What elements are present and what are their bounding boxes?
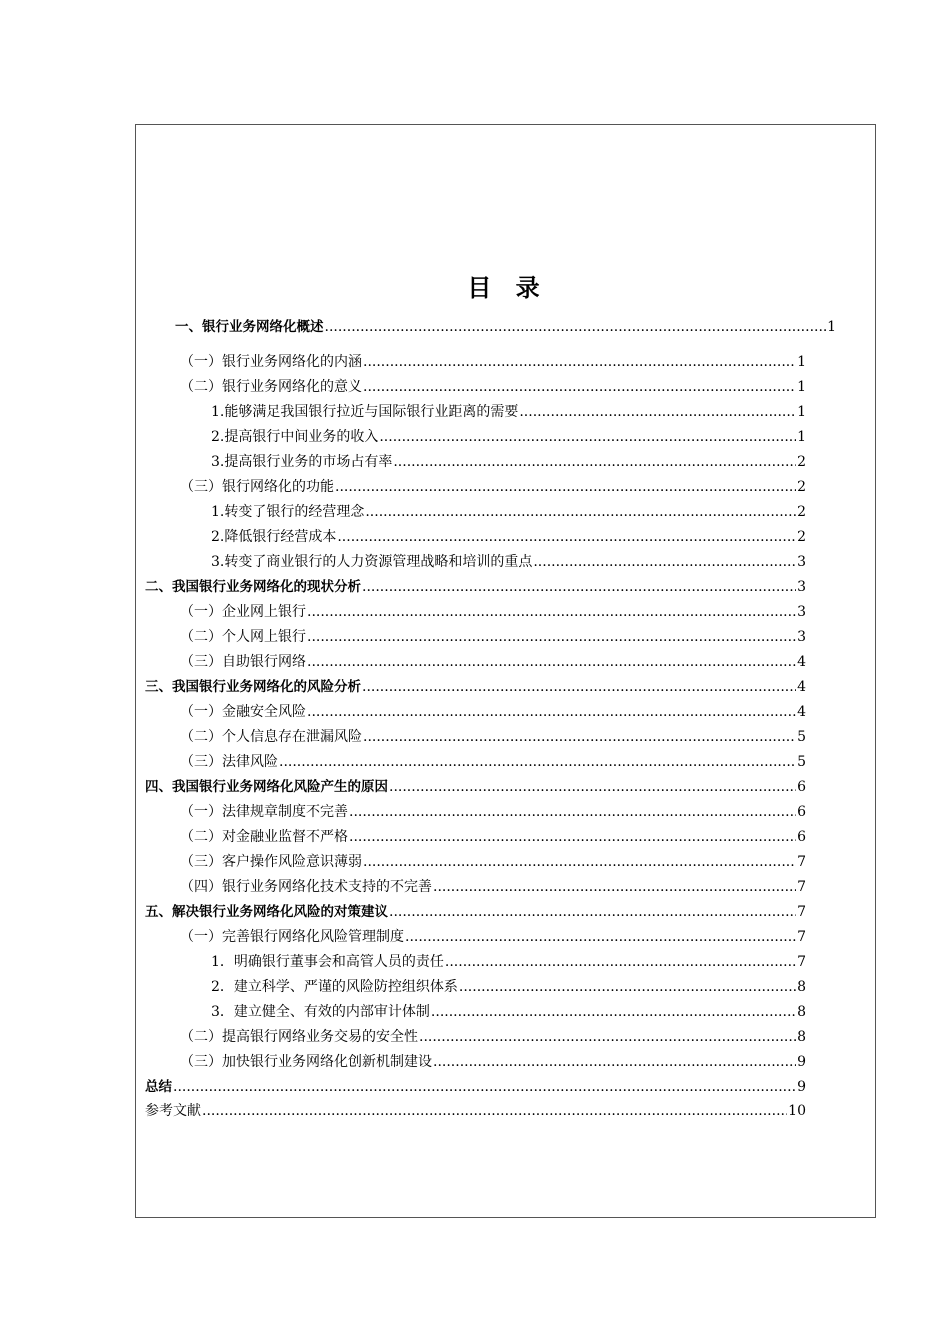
- toc-page-number: 7: [797, 954, 806, 970]
- toc-entry-text: 2．建立科学、严谨的风险防控组织体系: [211, 979, 458, 995]
- toc-page-number: 2: [797, 504, 806, 520]
- toc-entry: [180, 827, 806, 847]
- toc-entry: [145, 577, 806, 597]
- toc-entry-text: （二）个人信息存在泄漏风险: [180, 729, 362, 745]
- toc-leader-dots: [433, 877, 796, 897]
- toc-entry: [180, 602, 806, 622]
- toc-entry: [180, 927, 806, 947]
- toc-entry: [211, 452, 806, 472]
- toc-entry: [211, 1002, 806, 1022]
- toc-page-number: 7: [797, 854, 806, 870]
- toc-leader-dots: [307, 627, 796, 647]
- toc-entry: [180, 1052, 806, 1072]
- toc-entry: [180, 802, 806, 822]
- toc-entry: [211, 527, 806, 547]
- toc-entry-text: （三）银行网络化的功能: [180, 479, 334, 495]
- toc-entry-text: 3.提高银行业务的市场占有率: [211, 454, 393, 470]
- toc-page-number: 10: [788, 1103, 806, 1119]
- toc-entry-text: （一）银行业务网络化的内涵: [180, 354, 362, 370]
- toc-entry-text: （三）法律风险: [180, 754, 278, 770]
- toc-entry: [180, 752, 806, 772]
- toc-entry-text: （二）个人网上银行: [180, 629, 306, 645]
- toc-entry-text: （三）加快银行业务网络化创新机制建设: [180, 1054, 432, 1070]
- toc-leader-dots: [389, 902, 796, 922]
- toc-page-number: 2: [797, 479, 806, 495]
- toc-page-number: 6: [797, 804, 806, 820]
- toc-entry-text: （一）法律规章制度不完善: [180, 804, 348, 820]
- toc-entry: [180, 852, 806, 872]
- toc-page-number: 3: [797, 554, 806, 570]
- toc-leader-dots: [362, 577, 796, 597]
- toc-entry-text: 1．明确银行董事会和高管人员的责任: [211, 954, 444, 970]
- toc-page-number: 3: [797, 629, 806, 645]
- toc-entry: [180, 477, 806, 497]
- toc-leader-dots: [202, 1101, 787, 1121]
- toc-entry: [145, 777, 806, 797]
- toc-leader-dots: [362, 677, 796, 697]
- toc-entry-text: 3.转变了商业银行的人力资源管理战略和培训的重点: [211, 554, 533, 570]
- toc-entry-text: 1.转变了银行的经营理念: [211, 504, 365, 520]
- toc-leader-dots: [405, 927, 796, 947]
- toc-entry: [211, 427, 806, 447]
- toc-leader-dots: [445, 952, 796, 972]
- toc-entry-text: （三）自助银行网络: [180, 654, 306, 670]
- toc-page-number: 3: [797, 579, 806, 595]
- toc-entry-text: （一）完善银行网络化风险管理制度: [180, 929, 404, 945]
- toc-entry-text: （一）金融安全风险: [180, 704, 306, 720]
- toc-page-number: 8: [797, 1004, 806, 1020]
- toc-entry: [145, 1077, 806, 1097]
- toc-page-number: 5: [797, 729, 806, 745]
- toc-page-number: 4: [797, 704, 806, 720]
- toc-entry-text: （一）企业网上银行: [180, 604, 306, 620]
- toc-entry: [180, 627, 806, 647]
- toc-entry-text: 三、我国银行业务网络化的风险分析: [145, 679, 361, 695]
- toc-entry-text: 2.降低银行经营成本: [211, 529, 337, 545]
- toc-leader-dots: [307, 702, 796, 722]
- toc-leader-dots: [379, 427, 796, 447]
- toc-entry-text: 二、我国银行业务网络化的现状分析: [145, 579, 361, 595]
- toc-leader-dots: [335, 477, 796, 497]
- toc-leader-dots: [533, 552, 796, 572]
- toc-entry: [211, 977, 806, 997]
- toc-leader-dots: [365, 502, 796, 522]
- toc-entry: [145, 677, 806, 697]
- toc-entry-text: 总结: [145, 1079, 172, 1095]
- toc-page-number: 1: [797, 429, 806, 445]
- toc-leader-dots: [431, 1002, 796, 1022]
- toc-entry: [180, 377, 806, 397]
- toc-entry: [180, 352, 806, 372]
- toc-entry-text: 2.提高银行中间业务的收入: [211, 429, 379, 445]
- toc-entry: [175, 317, 836, 337]
- toc-leader-dots: [433, 1052, 796, 1072]
- toc-leader-dots: [363, 727, 796, 747]
- toc-leader-dots: [325, 317, 827, 337]
- toc-entry-text: 五、解决银行业务网络化风险的对策建议: [145, 904, 388, 920]
- toc-leader-dots: [307, 652, 796, 672]
- toc-page-number: 2: [797, 454, 806, 470]
- toc-page-number: 3: [797, 604, 806, 620]
- toc-entry-text: （二）对金融业监督不严格: [180, 829, 348, 845]
- toc-entry-text: 四、我国银行业务网络化风险产生的原因: [145, 779, 388, 795]
- toc-leader-dots: [307, 602, 796, 622]
- toc-page-number: 8: [797, 979, 806, 995]
- toc-leader-dots: [389, 777, 796, 797]
- toc-leader-dots: [337, 527, 796, 547]
- toc-page-number: 9: [797, 1054, 806, 1070]
- toc-page-number: 6: [797, 829, 806, 845]
- toc-leader-dots: [419, 1027, 796, 1047]
- toc-page-number: 1: [827, 319, 836, 335]
- toc-entry: [180, 652, 806, 672]
- toc-page-number: 7: [797, 904, 806, 920]
- toc-leader-dots: [459, 977, 796, 997]
- toc-title: 目 录: [467, 274, 548, 302]
- toc-page-number: 7: [797, 879, 806, 895]
- toc-page-number: 1: [797, 404, 806, 420]
- toc-leader-dots: [363, 852, 796, 872]
- toc-entry: [145, 1101, 806, 1121]
- toc-page-number: 6: [797, 779, 806, 795]
- toc-entry: [145, 902, 806, 922]
- toc-entry: [211, 502, 806, 522]
- toc-page-number: 4: [797, 654, 806, 670]
- toc-entry: [180, 877, 806, 897]
- toc-entry: [180, 702, 806, 722]
- toc-entry: [180, 727, 806, 747]
- toc-entry-text: 一、银行业务网络化概述: [175, 319, 324, 335]
- toc-page-number: 1: [797, 354, 806, 370]
- toc-entry-text: （二）银行业务网络化的意义: [180, 379, 362, 395]
- toc-page-number: 9: [797, 1079, 806, 1095]
- toc-leader-dots: [349, 802, 796, 822]
- toc-leader-dots: [279, 752, 796, 772]
- toc-leader-dots: [393, 452, 796, 472]
- toc-entry-text: 3．建立健全、有效的内部审计体制: [211, 1004, 430, 1020]
- toc-entry-text: 1.能够满足我国银行拉近与国际银行业距离的需要: [211, 404, 519, 420]
- toc-page-number: 1: [797, 379, 806, 395]
- toc-entry-text: （三）客户操作风险意识薄弱: [180, 854, 362, 870]
- toc-page-number: 5: [797, 754, 806, 770]
- toc-leader-dots: [363, 377, 796, 397]
- toc-entry-text: （二）提高银行网络业务交易的安全性: [180, 1029, 418, 1045]
- toc-page-number: 8: [797, 1029, 806, 1045]
- toc-leader-dots: [173, 1077, 796, 1097]
- toc-page-number: 4: [797, 679, 806, 695]
- toc-leader-dots: [519, 402, 796, 422]
- toc-entry-text: （四）银行业务网络化技术支持的不完善: [180, 879, 432, 895]
- toc-entry: [180, 1027, 806, 1047]
- toc-page-number: 2: [797, 529, 806, 545]
- toc-page-number: 7: [797, 929, 806, 945]
- toc-entry: [211, 952, 806, 972]
- toc-entry-text: 参考文献: [145, 1103, 201, 1119]
- toc-entry: [211, 402, 806, 422]
- toc-entry: [211, 552, 806, 572]
- toc-leader-dots: [349, 827, 796, 847]
- toc-leader-dots: [363, 352, 796, 372]
